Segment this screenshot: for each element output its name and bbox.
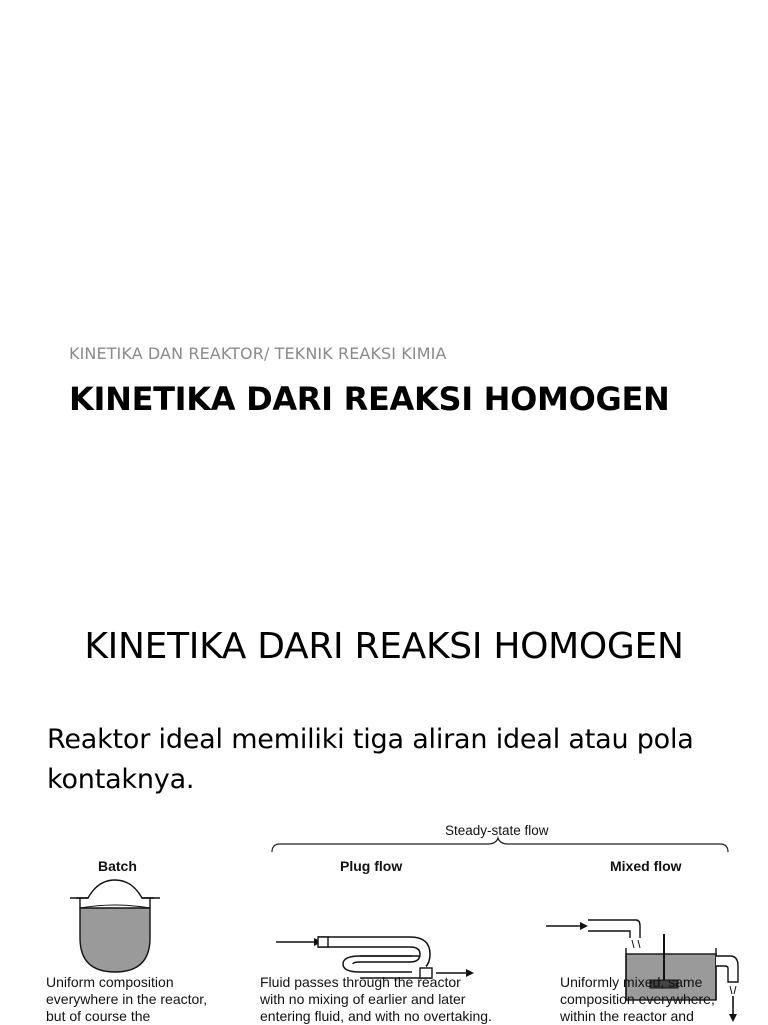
slide-subtitle: KINETIKA DAN REAKTOR/ TEKNIK REAKSI KIMIA bbox=[69, 344, 447, 363]
steady-state-brace bbox=[272, 838, 728, 852]
batch-caption-line: Uniform composition bbox=[46, 974, 174, 990]
plug-flow-label: Plug flow bbox=[340, 858, 403, 874]
batch-label: Batch bbox=[98, 858, 137, 874]
batch-caption-line: but of course the bbox=[46, 1008, 151, 1024]
body-paragraph bbox=[47, 720, 737, 800]
plug-flow-caption bbox=[260, 974, 492, 1025]
batch-caption bbox=[46, 974, 207, 1025]
content-slide-title: KINETIKA DARI REAKSI HOMOGEN bbox=[84, 626, 684, 667]
mixed-caption-line: composition everywhere, bbox=[560, 991, 715, 1007]
mixed-flow-caption bbox=[560, 974, 715, 1025]
reactor-types-figure bbox=[40, 816, 740, 1024]
plug-flow-reactor-icon bbox=[276, 937, 474, 978]
mixed-caption-line: within the reactor and bbox=[560, 1008, 694, 1024]
mixed-caption-line: Uniformly mixed, same bbox=[560, 974, 703, 990]
plug-caption-line: with no mixing of earlier and later bbox=[260, 991, 466, 1007]
plug-caption-line: entering fluid, and with no overtaking. bbox=[260, 1008, 492, 1024]
plug-caption-line: Fluid passes through the reactor bbox=[260, 974, 461, 990]
mixed-flow-label: Mixed flow bbox=[610, 858, 682, 874]
content-slide bbox=[0, 576, 768, 1024]
batch-reactor-icon bbox=[70, 880, 160, 972]
slide-title: KINETIKA DARI REAKSI HOMOGEN bbox=[69, 380, 670, 418]
steady-state-label: Steady-state flow bbox=[445, 823, 549, 838]
batch-caption-line: everywhere in the reactor, bbox=[46, 991, 208, 1007]
body-line-1: Reaktor ideal memiliki tiga aliran ideal atau pola bbox=[47, 724, 694, 755]
body-line-2: kontaknya. bbox=[47, 764, 195, 795]
